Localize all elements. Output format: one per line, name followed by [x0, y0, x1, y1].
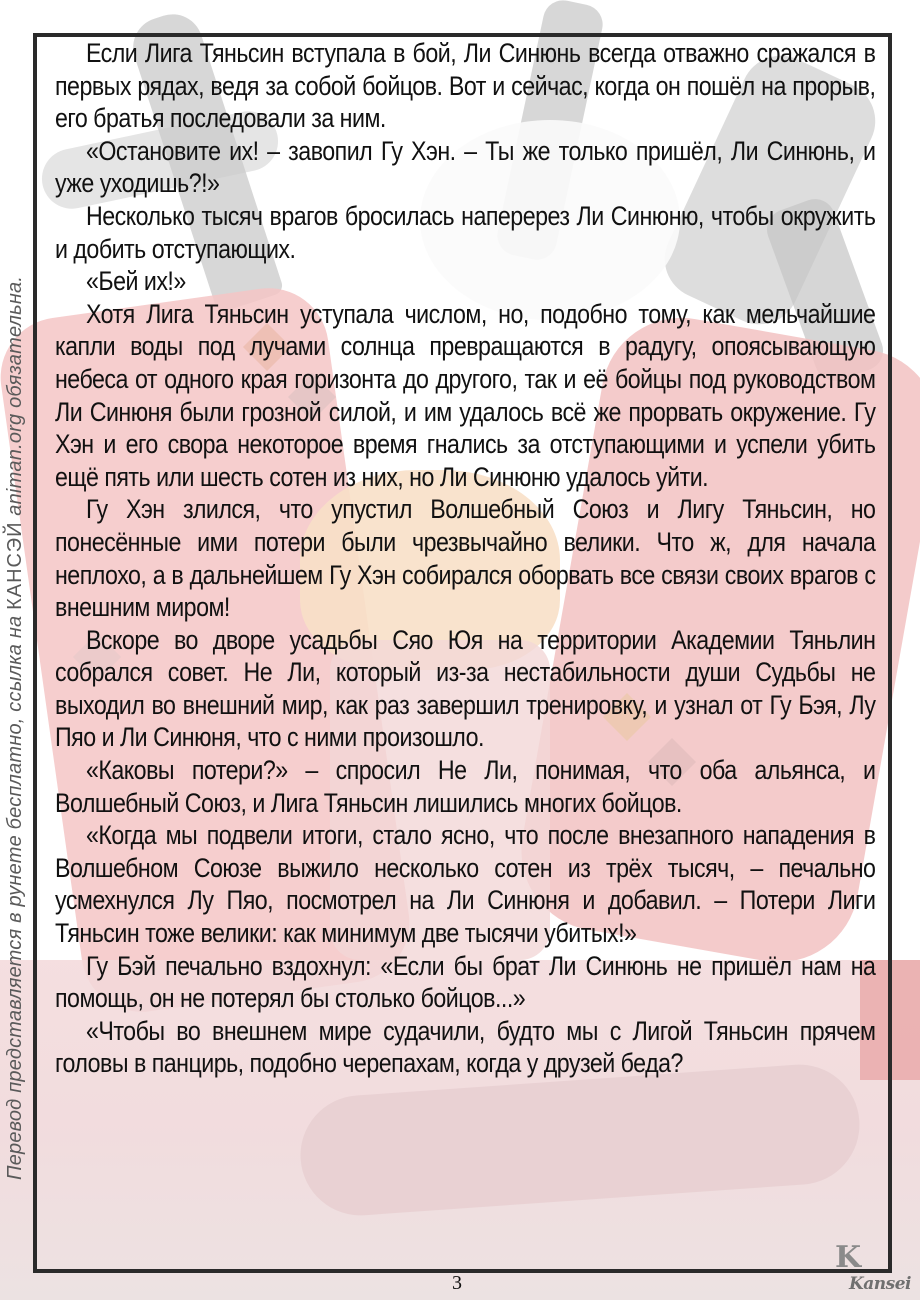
paragraph: «Когда мы подвели итоги, стало ясно, что после внезапного нападения в Волшебном Союзе выжило несколько сотен из трёх тысяч, – печально усмехнулся Лу Пяо, посмотрел на Ли Синюня и добавил. – Потери Лиги Тяньсин тоже велики: как минимум две тысячи убитых!» [55, 820, 876, 949]
credit-brand: КАНСЭЙ [4, 521, 26, 610]
translation-credit-note [4, 40, 27, 1180]
paragraph: Гу Хэн злился, что упустил Волшебный Союз и Лигу Тяньсин, но понесённые ими потери были чрезвычайно велики. Что ж, для начала неплохо, а в дальнейшем Гу Хэн собирался оборвать все связи своих врагов с внешним миром! [55, 494, 876, 623]
paragraph: «Остановите их! – завопил Гу Хэн. – Ты же только пришёл, Ли Синюнь, и уже уходишь?!» [55, 135, 876, 199]
page-number: 3 [452, 1272, 462, 1294]
paragraph: Если Лига Тяньсин вступала в бой, Ли Синюнь всегда отважно сражался в первых рядах, ведя за собой бойцов. Вот и сейчас, когда он пошёл на прорыв, его братья последовали за ним. [55, 38, 876, 134]
paragraph: Вскоре во дворе усадьбы Сяо Юя на территории Академии Тяньлин собрался совет. Не Ли, который из-за нестабильности души Судьбы не выходил во внешний мир, как раз завершил тренировку, и узнал от Гу Бэя, Лу Пяо и Ли Синюня, что с ними произошло. [55, 624, 876, 753]
paragraph: Несколько тысяч врагов бросилась наперерез Ли Синюню, чтобы окружить и добить отступающих. [55, 200, 876, 264]
paragraph: Гу Бэй печально вздохнул: «Если бы брат Ли Синюнь не пришёл нам на помощь, он не потерял бы столько бойцов...» [55, 950, 876, 1014]
logo-emblem-icon: K [835, 1240, 862, 1275]
paragraph: «Чтобы во внешнем мире судачили, будто мы с Лигой Тяньсин прячем головы в панцирь, подобно черепахам, когда у друзей беда? [55, 1015, 876, 1079]
kansei-logo [835, 1240, 917, 1298]
credit-text: Перевод представляется в рунете бесплатно, ссылка на [4, 609, 26, 1180]
logo-wordmark: Kansei [849, 1274, 911, 1294]
paragraph: «Бей их!» [85, 266, 186, 297]
paragraph: «Каковы потери?» – спросил Не Ли, понимая, что оба альянса, и Волшебный Союз, и Лига Тяньсин лишились многих бойцов. [55, 755, 876, 818]
credit-text: animan.org обязательна. [4, 275, 26, 522]
body-text [55, 37, 875, 1080]
paragraph: Хотя Лига Тяньсин уступала числом, но, подобно тому, как мельчайшие капли воды под лучами солнца превращаются в радугу, опоясывающую небеса от одного края горизонта до другого, так и её бойцы под руководством Ли Синюня были грозной силой, и им удалось всё же прорвать окружение. Гу Хэн и его свора некоторое время гнались за отступающими и успели убить ещё пять или шесть сотен из них, но Ли Синюню удалось уйти. [55, 298, 876, 492]
